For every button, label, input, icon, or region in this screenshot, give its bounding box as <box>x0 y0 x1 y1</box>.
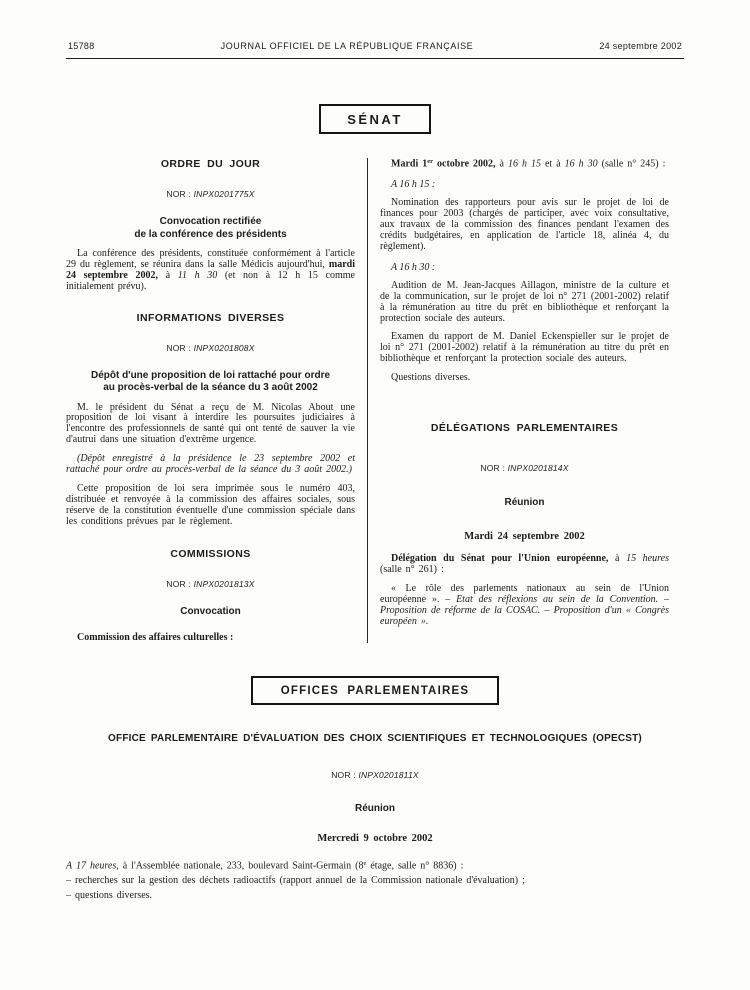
paragraph: M. le président du Sénat a reçu de M. Nicolas About une proposition de loi visant à interdire les poursuites judiciaires à l'encontre des professionnels de santé qui ont tenté de sauver la vie d'autrui dans une situation d'extrême urgence. <box>66 401 355 446</box>
date-heading-mardi-24: Mardi 24 septembre 2002 <box>464 531 585 543</box>
subheading-line: Dépôt d'une proposition de loi rattaché pour ordre <box>90 369 331 381</box>
list-item: – questions diverses. <box>66 889 153 901</box>
nor-label: NOR : <box>480 462 506 473</box>
date-heading-mercredi-9: Mercredi 9 octobre 2002 <box>317 833 433 845</box>
nor-value: INPX0201808X <box>193 342 255 353</box>
page-header <box>66 0 684 59</box>
paragraph: « Le rôle des parlements nationaux au sein de l'Union européenne ». – Etat des réflexions au sein de la Convention. – Proposition de réforme de la COSAC. – Proposition d'un « Congrès européen ». <box>380 583 669 627</box>
left-column <box>66 156 355 643</box>
paragraph: Nomination des rapporteurs pour avis sur le projet de loi de finances pour 2003 (chargés de participer, avec voix consultative, aux travaux de la commission des finances pendant l'examen des crédits budgétaires, en application de l'article 18, alinéa 4, du règlement). <box>380 197 669 252</box>
agenda-intro-line: Mardi 1er octobre 2002, à 16 h 15 et à 16 h 30 (salle n° 245) : <box>391 158 666 170</box>
offices-box-wrap <box>66 643 684 705</box>
offices-title-box: OFFICES PARLEMENTAIRES <box>251 676 499 705</box>
nor-value: INPX0201811X <box>358 769 419 780</box>
subheading-convocation-rectifiee <box>66 216 355 241</box>
right-column <box>380 156 669 643</box>
paragraph: La conférence des présidents, constituée conformément à l'article 29 du règlement, se réunira dans la salle Médicis aujourd'hui, mardi 24 septembre 2002, à 11 h 30 (et non à 12 h 15 comme initialement prévu). <box>66 248 355 292</box>
opecst-intro-line: A 17 heures, à l'Assemblée nationale, 233, boulevard Saint-Germain (8e étage, salle n° 8836) : <box>66 860 464 872</box>
journal-title: JOURNAL OFFICIEL DE LA RÉPUBLIQUE FRANÇAISE <box>220 41 474 51</box>
nor-line <box>66 343 355 353</box>
header-date: 24 septembre 2002 <box>599 41 682 51</box>
nor-value: INPX0201775X <box>193 189 255 199</box>
paragraph: Audition de M. Jean-Jacques Aillagon, ministre de la culture et de la communication, sur le projet de loi n° 271 (2001-2002) relatif à la rémunération au titre du prêt en bibliothèque et renforçant la protection sociale des auteurs. <box>380 279 669 324</box>
nor-label: NOR : <box>331 769 356 780</box>
subheading-convocation: Convocation <box>180 606 241 618</box>
paragraph-depot-note: (Dépôt enregistré à la présidence le 23 septembre 2002 et rattaché pour ordre au procès-verbal de la séance du 3 août 2002.) <box>66 453 355 476</box>
column-divider-rule <box>367 158 368 643</box>
two-column-layout <box>66 156 684 643</box>
nor-label: NOR : <box>166 189 192 199</box>
paragraph: Délégation du Sénat pour l'Union européenne, à 15 heures (salle n° 261) : <box>380 553 669 576</box>
nor-label: NOR : <box>166 342 192 353</box>
senat-box-wrap <box>66 59 684 134</box>
agenda-time-2: A 16 h 30 : <box>391 261 436 273</box>
paragraph: Examen du rapport de M. Daniel Eckenspieller sur le projet de loi n° 271 (2001-2002) relatif à la rémunération au titre du prêt en bibliothèque et renforçant la protection sociale des auteurs. <box>380 331 669 365</box>
nor-line <box>66 579 355 589</box>
subheading-line: de la conférence des présidents <box>134 228 287 240</box>
subheading-reunion: Réunion <box>504 496 545 508</box>
nor-label: NOR : <box>166 579 192 590</box>
list-item: – recherches sur la gestion des déchets radioactifs (rapport annuel de la Commission nationale d'évaluation) ; <box>66 875 525 887</box>
agenda-time-1: A 16 h 15 : <box>391 179 436 191</box>
nor-line <box>66 189 355 199</box>
subheading-depot-proposition <box>66 370 355 395</box>
page-number: 15788 <box>68 41 95 51</box>
agenda-closing-line: Questions diverses. <box>391 372 471 384</box>
nor-line <box>66 770 684 780</box>
opecst-heading: OFFICE PARLEMENTAIRE D'ÉVALUATION DES CHOIX SCIENTIFIQUES ET TECHNOLOGIQUES (OPECST) <box>108 732 642 744</box>
section-heading-commissions: COMMISSIONS <box>170 548 251 561</box>
commission-name-line: Commission des affaires culturelles : <box>77 631 234 643</box>
nor-value: INPX0201813X <box>193 579 255 590</box>
senat-title-box: SÉNAT <box>319 104 431 134</box>
section-heading-delegations: DÉLÉGATIONS PARLEMENTAIRES <box>430 421 619 434</box>
paragraph: Cette proposition de loi sera imprimée sous le numéro 403, distribuée et renvoyée à la commission des affaires sociales, sous réserve de la constitution éventuelle d'une commission spéciale dans les conditions prévues par le règlement. <box>66 482 355 527</box>
nor-line <box>380 463 669 473</box>
nor-value: INPX0201814X <box>507 462 569 473</box>
opecst-section <box>66 733 684 901</box>
subheading-reunion: Réunion <box>355 802 395 814</box>
section-heading-ordre-du-jour: ORDRE DU JOUR <box>160 158 261 170</box>
subheading-line: Convocation rectifiée <box>159 216 262 227</box>
section-heading-informations-diverses: INFORMATIONS DIVERSES <box>136 311 285 324</box>
subheading-line: au procès-verbal de la séance du 3 août 2002 <box>103 382 318 394</box>
